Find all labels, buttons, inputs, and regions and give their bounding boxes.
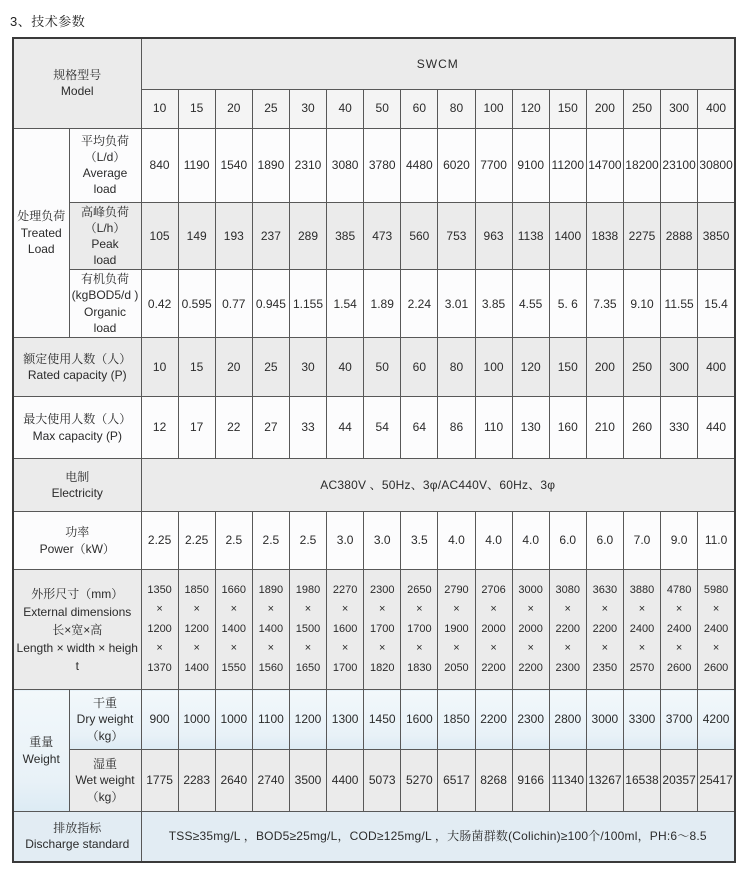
cell-models: 25: [252, 89, 289, 128]
cell-models: 10: [141, 89, 178, 128]
cell-rated-capacity: 200: [586, 338, 623, 397]
treated-load-label: 处理负荷 Treated Load: [13, 128, 69, 338]
cell-models: 30: [289, 89, 326, 128]
cell-wet-weight: 9166: [512, 750, 549, 812]
dimensions-label: 外形尺寸（mm） External dimensions 长×宽×高 Length × width × height: [13, 570, 141, 690]
cell-wet-weight: 3500: [289, 750, 326, 812]
organic-load-label: 有机负荷 (kgBOD5/d ) Organic load: [69, 270, 141, 338]
cell-dry-weight: 1200: [289, 690, 326, 750]
cell-rated-capacity: 30: [289, 338, 326, 397]
cell-organic-load: 5. 6: [549, 270, 586, 338]
cell-dimensions: 1890 × 1400 × 1560: [252, 570, 289, 690]
cell-dimensions: 1350 × 1200 × 1370: [141, 570, 178, 690]
row-dimensions: [13, 570, 735, 690]
cell-max-capacity: 210: [586, 397, 623, 459]
cell-power: 4.0: [475, 512, 512, 570]
cell-peak-load: 193: [215, 202, 252, 270]
cell-dimensions: 2706 × 2000 × 2200: [475, 570, 512, 690]
cell-wet-weight: 5073: [364, 750, 401, 812]
cell-power: 4.0: [438, 512, 475, 570]
cell-models: 60: [401, 89, 438, 128]
cell-max-capacity: 12: [141, 397, 178, 459]
cell-dimensions: 1850 × 1200 × 1400: [178, 570, 215, 690]
cell-average-load: 11200: [549, 128, 586, 202]
cell-dry-weight: 3700: [661, 690, 698, 750]
cell-models: 150: [549, 89, 586, 128]
cell-average-load: 4480: [401, 128, 438, 202]
cell-organic-load: 9.10: [623, 270, 660, 338]
cell-average-load: 1540: [215, 128, 252, 202]
cell-rated-capacity: 15: [178, 338, 215, 397]
cell-average-load: 7700: [475, 128, 512, 202]
cell-models: 300: [661, 89, 698, 128]
cell-rated-capacity: 100: [475, 338, 512, 397]
cell-average-load: 23100: [661, 128, 698, 202]
cell-dry-weight: 3000: [586, 690, 623, 750]
cell-wet-weight: 20357: [661, 750, 698, 812]
cell-peak-load: 1838: [586, 202, 623, 270]
cell-wet-weight: 5270: [401, 750, 438, 812]
cell-rated-capacity: 120: [512, 338, 549, 397]
cell-dry-weight: 1450: [364, 690, 401, 750]
cell-peak-load: 963: [475, 202, 512, 270]
row-power: [13, 512, 735, 570]
cell-organic-load: 0.945: [252, 270, 289, 338]
cell-dry-weight: 4200: [698, 690, 735, 750]
cell-rated-capacity: 400: [698, 338, 735, 397]
spec-table-body: [13, 38, 735, 862]
cell-wet-weight: 2640: [215, 750, 252, 812]
cell-peak-load: 237: [252, 202, 289, 270]
row-organic-load: [13, 270, 735, 338]
cell-dry-weight: 3300: [623, 690, 660, 750]
cell-wet-weight: 25417: [698, 750, 735, 812]
cell-dimensions: 2650 × 1700 × 1830: [401, 570, 438, 690]
cell-max-capacity: 440: [698, 397, 735, 459]
cell-organic-load: 4.55: [512, 270, 549, 338]
cell-average-load: 18200: [623, 128, 660, 202]
cell-peak-load: 105: [141, 202, 178, 270]
cell-power: 4.0: [512, 512, 549, 570]
cell-organic-load: 0.42: [141, 270, 178, 338]
cell-rated-capacity: 40: [327, 338, 364, 397]
cell-power: 2.25: [178, 512, 215, 570]
cell-organic-load: 1.54: [327, 270, 364, 338]
cell-power: 3.0: [364, 512, 401, 570]
cell-dimensions: 3080 × 2200 × 2300: [549, 570, 586, 690]
model-header-label: 规格型号 Model: [13, 38, 141, 128]
cell-peak-load: 3850: [698, 202, 735, 270]
cell-average-load: 3780: [364, 128, 401, 202]
spec-table: [12, 37, 736, 863]
cell-dry-weight: 1300: [327, 690, 364, 750]
cell-dimensions: 5980 × 2400 × 2600: [698, 570, 735, 690]
cell-models: 80: [438, 89, 475, 128]
max-capacity-label: 最大使用人数（人） Max capacity (P): [13, 397, 141, 459]
cell-max-capacity: 17: [178, 397, 215, 459]
cell-rated-capacity: 50: [364, 338, 401, 397]
cell-models: 120: [512, 89, 549, 128]
cell-wet-weight: 16538: [623, 750, 660, 812]
cell-organic-load: 1.155: [289, 270, 326, 338]
cell-peak-load: 149: [178, 202, 215, 270]
cell-wet-weight: 2283: [178, 750, 215, 812]
cell-power: 7.0: [623, 512, 660, 570]
cell-peak-load: 753: [438, 202, 475, 270]
cell-rated-capacity: 150: [549, 338, 586, 397]
cell-power: 2.5: [289, 512, 326, 570]
cell-dry-weight: 900: [141, 690, 178, 750]
cell-wet-weight: 6517: [438, 750, 475, 812]
row-dry-weight: [13, 690, 735, 750]
cell-power: 11.0: [698, 512, 735, 570]
cell-organic-load: 3.85: [475, 270, 512, 338]
row-discharge-standard: [13, 812, 735, 862]
cell-max-capacity: 86: [438, 397, 475, 459]
cell-dimensions: 3630 × 2200 × 2350: [586, 570, 623, 690]
cell-wet-weight: 11340: [549, 750, 586, 812]
cell-average-load: 9100: [512, 128, 549, 202]
peak-load-label: 高峰负荷 （L/h） Peak load: [69, 202, 141, 270]
cell-peak-load: 1138: [512, 202, 549, 270]
cell-dry-weight: 1100: [252, 690, 289, 750]
cell-max-capacity: 130: [512, 397, 549, 459]
cell-power: 6.0: [549, 512, 586, 570]
page-title: 3、技术参数: [10, 14, 86, 29]
cell-organic-load: 0.77: [215, 270, 252, 338]
weight-label: 重量 Weight: [13, 690, 69, 812]
electricity-label: 电制 Electricity: [13, 459, 141, 512]
cell-dimensions: 2300 × 1700 × 1820: [364, 570, 401, 690]
cell-models: 200: [586, 89, 623, 128]
cell-wet-weight: 13267: [586, 750, 623, 812]
cell-peak-load: 473: [364, 202, 401, 270]
cell-max-capacity: 330: [661, 397, 698, 459]
row-peak-load: [13, 202, 735, 270]
cell-max-capacity: 44: [327, 397, 364, 459]
cell-rated-capacity: 300: [661, 338, 698, 397]
cell-rated-capacity: 10: [141, 338, 178, 397]
cell-average-load: 1890: [252, 128, 289, 202]
cell-average-load: 3080: [327, 128, 364, 202]
cell-average-load: 14700: [586, 128, 623, 202]
cell-average-load: 840: [141, 128, 178, 202]
series-label: SWCM: [141, 38, 735, 89]
cell-max-capacity: 110: [475, 397, 512, 459]
cell-organic-load: 7.35: [586, 270, 623, 338]
cell-max-capacity: 33: [289, 397, 326, 459]
electricity-value: AC380V 、50Hz、3φ/AC440V、60Hz、3φ: [141, 459, 735, 512]
cell-peak-load: 1400: [549, 202, 586, 270]
row-electricity: [13, 459, 735, 512]
cell-max-capacity: 260: [623, 397, 660, 459]
cell-organic-load: 15.4: [698, 270, 735, 338]
average-load-label: 平均负荷 （L/d） Average load: [69, 128, 141, 202]
cell-peak-load: 2275: [623, 202, 660, 270]
cell-average-load: 6020: [438, 128, 475, 202]
row-average-load: [13, 128, 735, 202]
row-max-capacity: [13, 397, 735, 459]
cell-power: 2.5: [215, 512, 252, 570]
cell-dry-weight: 2800: [549, 690, 586, 750]
cell-organic-load: 11.55: [661, 270, 698, 338]
cell-dry-weight: 2300: [512, 690, 549, 750]
cell-dimensions: 2270 × 1600 × 1700: [327, 570, 364, 690]
cell-organic-load: 2.24: [401, 270, 438, 338]
cell-dry-weight: 1600: [401, 690, 438, 750]
cell-max-capacity: 64: [401, 397, 438, 459]
cell-max-capacity: 160: [549, 397, 586, 459]
cell-average-load: 2310: [289, 128, 326, 202]
cell-dimensions: 3880 × 2400 × 2570: [623, 570, 660, 690]
rated-capacity-label: 额定使用人数（人） Rated capacity (P): [13, 338, 141, 397]
cell-models: 20: [215, 89, 252, 128]
cell-peak-load: 385: [327, 202, 364, 270]
cell-dimensions: 3000 × 2000 × 2200: [512, 570, 549, 690]
cell-dry-weight: 2200: [475, 690, 512, 750]
cell-dimensions: 1980 × 1500 × 1650: [289, 570, 326, 690]
cell-models: 400: [698, 89, 735, 128]
cell-dry-weight: 1850: [438, 690, 475, 750]
cell-peak-load: 2888: [661, 202, 698, 270]
cell-organic-load: 1.89: [364, 270, 401, 338]
cell-organic-load: 0.595: [178, 270, 215, 338]
discharge-standard-value: TSS≥35mg/L ，BOD5≥25mg/L，COD≥125mg/L ，大肠菌群数(Colichin)≥100个/100ml，PH:6～8.5: [141, 812, 735, 862]
cell-dry-weight: 1000: [178, 690, 215, 750]
cell-peak-load: 560: [401, 202, 438, 270]
power-label: 功率 Power（kW）: [13, 512, 141, 570]
cell-dimensions: 1660 × 1400 × 1550: [215, 570, 252, 690]
cell-power: 3.5: [401, 512, 438, 570]
cell-power: 3.0: [327, 512, 364, 570]
cell-rated-capacity: 60: [401, 338, 438, 397]
cell-max-capacity: 27: [252, 397, 289, 459]
cell-rated-capacity: 250: [623, 338, 660, 397]
cell-max-capacity: 22: [215, 397, 252, 459]
row-header: [13, 38, 735, 89]
discharge-standard-label: 排放指标 Discharge standard: [13, 812, 141, 862]
cell-rated-capacity: 25: [252, 338, 289, 397]
cell-models: 50: [364, 89, 401, 128]
cell-power: 6.0: [586, 512, 623, 570]
cell-wet-weight: 8268: [475, 750, 512, 812]
cell-dimensions: 4780 × 2400 × 2600: [661, 570, 698, 690]
cell-wet-weight: 2740: [252, 750, 289, 812]
cell-average-load: 1190: [178, 128, 215, 202]
cell-power: 9.0: [661, 512, 698, 570]
cell-wet-weight: 4400: [327, 750, 364, 812]
cell-power: 2.5: [252, 512, 289, 570]
row-rated-capacity: [13, 338, 735, 397]
cell-models: 250: [623, 89, 660, 128]
cell-power: 2.25: [141, 512, 178, 570]
cell-wet-weight: 1775: [141, 750, 178, 812]
dry-weight-label: 干重 Dry weight （kg）: [69, 690, 141, 750]
cell-models: 40: [327, 89, 364, 128]
cell-organic-load: 3.01: [438, 270, 475, 338]
row-wet-weight: [13, 750, 735, 812]
cell-dimensions: 2790 × 1900 × 2050: [438, 570, 475, 690]
cell-average-load: 30800: [698, 128, 735, 202]
cell-rated-capacity: 20: [215, 338, 252, 397]
cell-rated-capacity: 80: [438, 338, 475, 397]
cell-dry-weight: 1000: [215, 690, 252, 750]
cell-models: 15: [178, 89, 215, 128]
wet-weight-label: 湿重 Wet weight （kg）: [69, 750, 141, 812]
cell-max-capacity: 54: [364, 397, 401, 459]
cell-models: 100: [475, 89, 512, 128]
cell-peak-load: 289: [289, 202, 326, 270]
